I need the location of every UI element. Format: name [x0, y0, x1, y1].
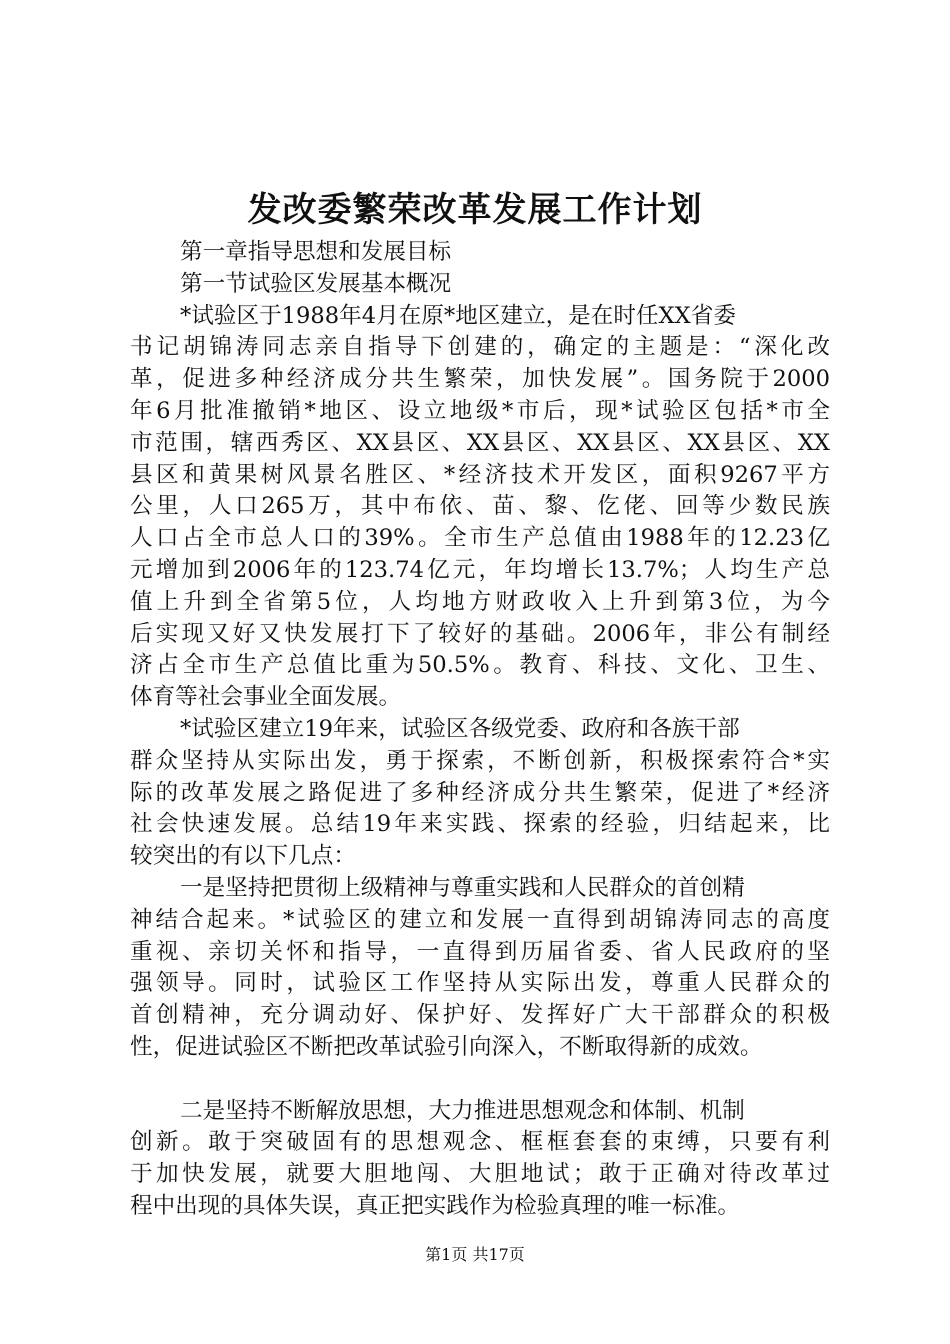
text-line: 革，促进多种经济成分共生繁荣，加快发展”。国务院于2000	[130, 366, 830, 393]
text-line: 人口占全市总人口的39%。全市生产总值由1988年的12.23亿	[130, 525, 830, 552]
document-body	[130, 237, 830, 1223]
text-line: 书记胡锦涛同志亲自指导下创建的，确定的主题是：“深化改	[130, 334, 830, 361]
text-line: 神结合起来。*试验区的建立和发展一直得到胡锦涛同志的高度	[130, 906, 830, 933]
text-line: 于加快发展，就要大胆地闯、大胆地试；敢于正确对待改革过	[130, 1161, 830, 1188]
text-line: 首创精神，充分调动好、保护好、发挥好广大干部群众的积极	[130, 1002, 830, 1029]
text-line: 体育等社会事业全面发展。	[130, 684, 402, 711]
text-line: 性，促进试验区不断把改革试验引向深入，不断取得新的成效。	[130, 1033, 763, 1060]
text-line: 后实现又好又快发展打下了较好的基础。2006年，非公有制经	[130, 620, 830, 647]
text-line: 年6月批准撤销*地区、设立地级*市后，现*试验区包括*市全	[130, 397, 830, 424]
text-line: *试验区于1988年4月在原*地区建立，是在时任XX省委	[180, 302, 736, 329]
text-line: 社会快速发展。总结19年来实践、探索的经验，归结起来，比	[130, 811, 830, 838]
text-line: 重视、亲切关怀和指导，一直得到历届省委、省人民政府的坚	[130, 938, 830, 965]
text-line: 较突出的有以下几点：	[130, 843, 356, 870]
text-line: 二是坚持不断解放思想，大力推进思想观念和体制、机制	[180, 1097, 745, 1124]
text-line: 程中出现的具体失误，真正把实践作为检验真理的唯一标准。	[130, 1192, 741, 1219]
text-line: 元增加到2006年的123.74亿元，年均增长13.7%；人均生产总	[130, 556, 830, 583]
text-line: 县区和黄果树风景名胜区、*经济技术开发区，面积9267平方	[130, 461, 830, 488]
text-line: 强领导。同时，试验区工作坚持从实际出发，尊重人民群众的	[130, 970, 830, 997]
text-line: 第一节试验区发展基本概况	[180, 270, 452, 297]
text-line: 一是坚持把贯彻上级精神与尊重实践和人民群众的首创精	[180, 874, 745, 901]
text-line: 市范围，辖西秀区、XX县区、XX县区、XX县区、XX县区、XX	[130, 429, 830, 456]
text-line: 第一章指导思想和发展目标	[180, 239, 452, 265]
blank-line	[130, 1064, 830, 1096]
text-line: 创新。敢于突破固有的思想观念、框框套套的束缚，只要有利	[130, 1129, 830, 1156]
document-title: 发改委繁荣改革发展工作计划	[247, 190, 703, 230]
text-line: 公里，人口265万，其中布依、苗、黎、仡佬、回等少数民族	[130, 493, 830, 520]
text-line: 群众坚持从实际出发，勇于探索，不断创新，积极探索符合*实	[130, 747, 830, 774]
text-line: 际的改革发展之路促进了多种经济成分共生繁荣，促进了*经济	[130, 779, 830, 806]
text-line: 值上升到全省第5位，人均地方财政收入上升到第3位，为今	[130, 588, 830, 615]
text-line: 济占全市生产总值比重为50.5%。教育、科技、文化、卫生、	[130, 652, 830, 679]
text-line: *试验区建立19年来，试验区各级党委、政府和各族干部	[180, 715, 740, 742]
page-footer: 第1页 共17页	[425, 1245, 525, 1264]
